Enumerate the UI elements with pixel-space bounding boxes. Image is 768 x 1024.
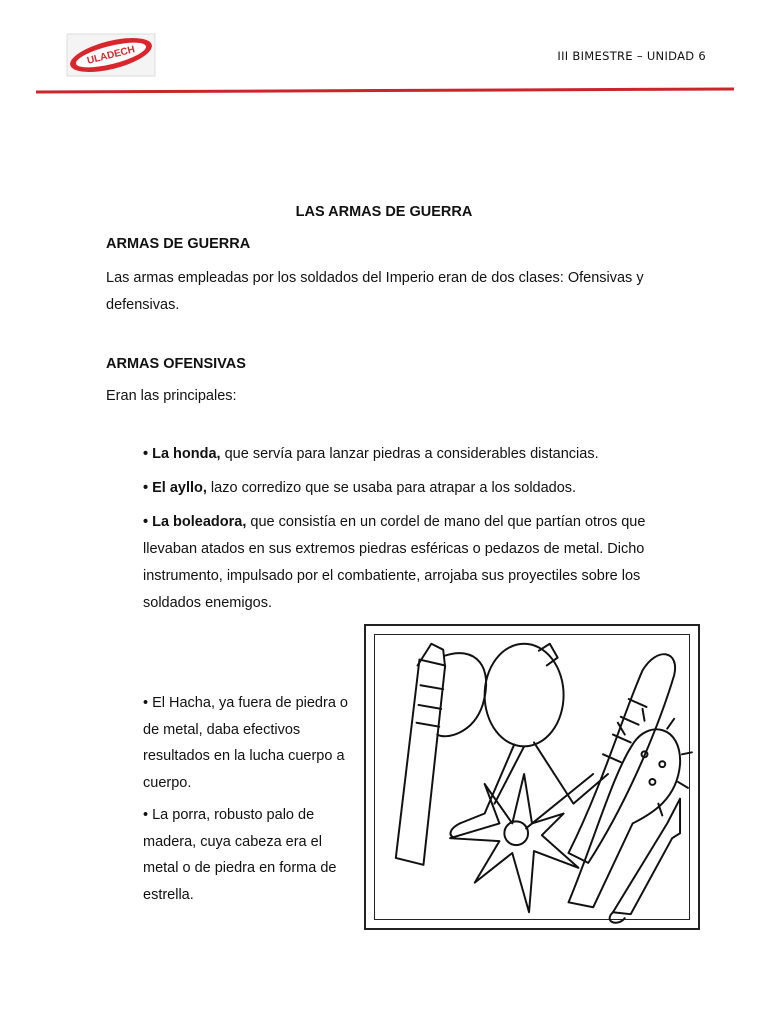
star-mace-drawing bbox=[450, 774, 593, 912]
section-heading-armas-ofensivas: ARMAS OFENSIVAS bbox=[106, 356, 246, 372]
weapons-drawing bbox=[366, 626, 698, 928]
weapons-side-list bbox=[143, 690, 358, 914]
weapons-list bbox=[143, 441, 683, 624]
logo-text: ULADECH bbox=[86, 44, 137, 67]
list-item: • La honda, que servía para lanzar piedras a considerables distancias. bbox=[143, 446, 599, 462]
list-item: • La porra, robusto palo de madera, cuya cabeza era el metal o de piedra en forma de estrella. bbox=[143, 807, 337, 903]
list-item: • El ayllo, lazo corredizo que se usaba para atrapar a los soldados. bbox=[143, 480, 577, 496]
weapons-illustration bbox=[364, 624, 700, 930]
section-intro-paragraph: Las armas empleadas por los soldados del Imperio eran de dos clases: Ofensivas y defensivas. bbox=[106, 270, 644, 313]
list-item: • La boleadora, que consistía en un cordel de mano del que partían otros que llevaban atados en sus extremos piedras esféricas o pedazos de metal. Dicho instrumento, impulsado por el combatiente, arrojaba sus proyectiles sobre los soldados enemigos. bbox=[143, 514, 646, 611]
header-divider bbox=[36, 87, 734, 93]
header-unit-label: III BIMESTRE – UNIDAD 6 bbox=[557, 49, 706, 63]
club-drawing bbox=[569, 654, 676, 863]
spiked-mace-drawing bbox=[569, 709, 692, 907]
page-title: LAS ARMAS DE GUERRA bbox=[295, 204, 473, 220]
section-subintro: Eran las principales: bbox=[106, 388, 237, 404]
list-item: • El Hacha, ya fuera de piedra o de metal, daba efectivos resultados en la lucha cuerpo a cuerpo. bbox=[143, 695, 348, 791]
section-heading-armas-de-guerra: ARMAS DE GUERRA bbox=[106, 236, 251, 252]
uladech-logo bbox=[66, 33, 156, 77]
